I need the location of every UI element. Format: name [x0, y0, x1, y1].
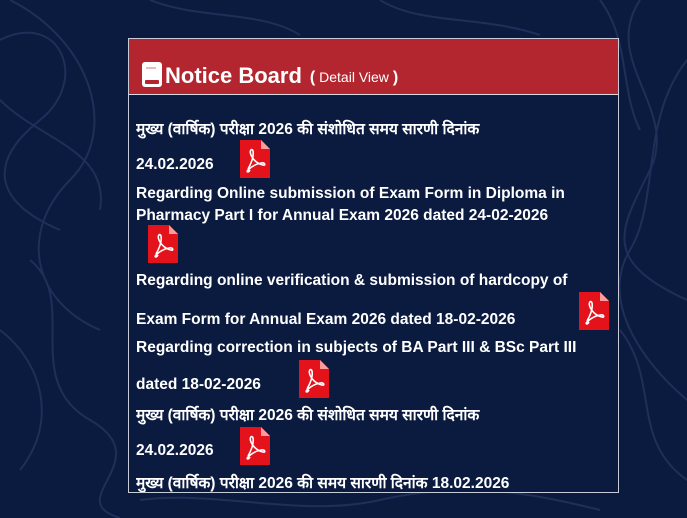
notice-board-panel	[128, 38, 619, 493]
notice-list	[129, 96, 619, 493]
close-paren: )	[392, 69, 399, 86]
pdf-icon[interactable]	[148, 225, 178, 263]
notice-item-6-line1[interactable]: मुख्य (वार्षिक) परीक्षा 2026 की समय सारणी दिनांक 18.02.2026	[136, 475, 510, 492]
open-paren: (	[309, 69, 316, 86]
notice-item-4-line1[interactable]: Regarding correction in subjects of BA Part III & BSc Part III	[136, 339, 577, 356]
notice-item-3-line2[interactable]: Exam Form for Annual Exam 2026 dated 18-02-2026	[136, 311, 516, 328]
notice-item-2-line2[interactable]: Pharmacy Part I for Annual Exam 2026 dated 24-02-2026	[136, 207, 549, 224]
notice-item-3-line1[interactable]: Regarding online verification & submission of hardcopy of	[136, 272, 568, 289]
book-icon	[141, 61, 163, 88]
notice-item-2-line1[interactable]: Regarding Online submission of Exam Form in Diploma in	[136, 185, 565, 202]
detail-view-label: Detail View	[319, 69, 389, 85]
pdf-icon[interactable]	[240, 427, 270, 465]
detail-view-link[interactable]	[310, 65, 398, 90]
notice-item-1-line1[interactable]: मुख्य (वार्षिक) परीक्षा 2026 की संशोधित समय सारणी दिनांक	[136, 121, 480, 138]
pdf-icon[interactable]	[240, 140, 270, 178]
pdf-icon[interactable]	[579, 292, 609, 330]
notice-item-5-line1[interactable]: मुख्य (वार्षिक) परीक्षा 2026 की संशोधित समय सारणी दिनांक	[136, 407, 480, 424]
notice-item-1-line2[interactable]: 24.02.2026	[136, 156, 214, 173]
notice-item-5-line2[interactable]: 24.02.2026	[136, 442, 214, 459]
notice-item-4-line2[interactable]: dated 18-02-2026	[136, 376, 261, 393]
notice-board-header	[129, 39, 618, 95]
pdf-icon[interactable]	[299, 360, 329, 398]
notice-board-title: Notice Board	[165, 63, 302, 88]
